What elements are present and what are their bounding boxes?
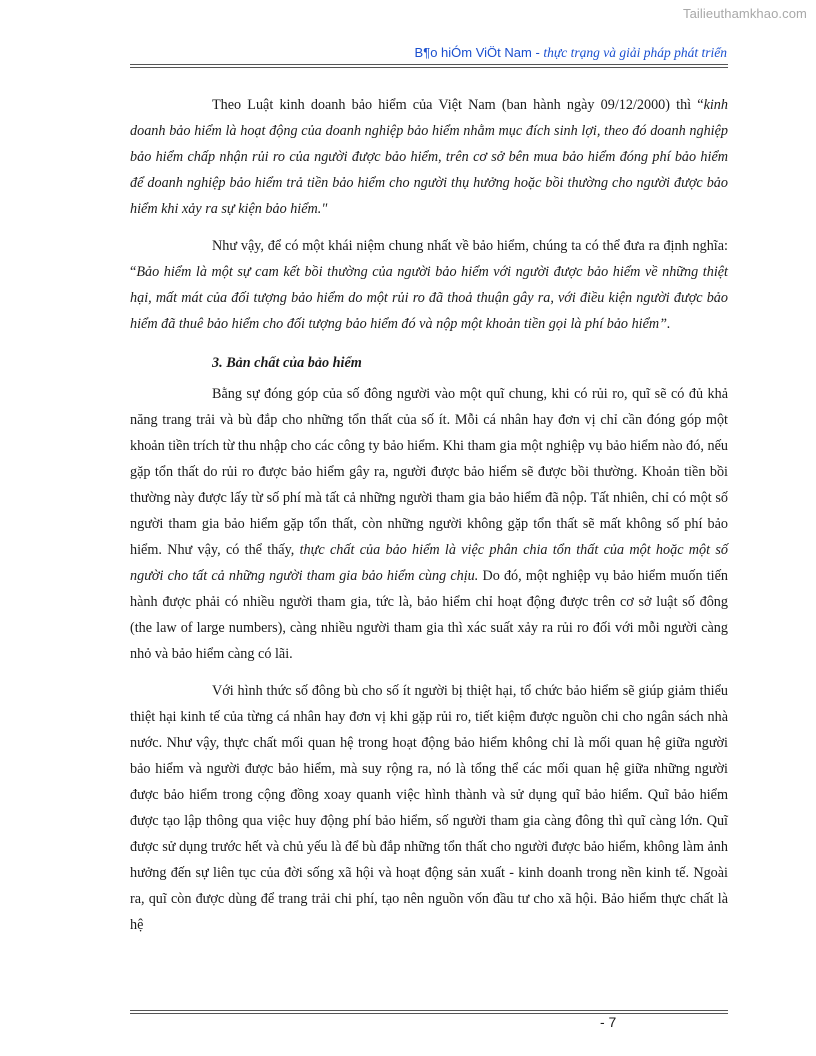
paragraph-text: Do đó, một nghiệp vụ bảo hiểm muốn tiến hành được phải có nhiều người tham gia, tức là, bảo hiểm chỉ hoạt động được trên cơ sở luật số đông (the law of large numbers), càng nhiều người tham gia thì xác suất xảy ra rủi ro đối với mỗi người càng nhỏ và bảo hiểm càng có lãi. xyxy=(130,568,728,662)
section-heading: 3. Bản chất của bảo hiểm xyxy=(212,355,362,371)
page-number: - 7 xyxy=(600,1014,617,1030)
paragraph-definition-general xyxy=(130,233,728,337)
header-subtitle: thực trạng và giải pháp phát triển xyxy=(543,45,727,60)
running-header xyxy=(130,44,727,62)
paragraph-nature xyxy=(130,381,728,667)
definition-quote: Bảo hiểm là một sự cam kết bồi thường của người bảo hiểm với người được bảo hiểm về những thiệt hại, mất mát của đối tượng bảo hiểm do một rủi ro đã thoả thuận gây ra, với điều kiện người được bảo hiểm đã thuê bảo hiểm cho đối tượng bảo hiểm đó và nộp một khoản tiền gọi là phí bảo hiểm”. xyxy=(130,264,728,332)
paragraph-lead: Như vậy, để có một khái niệm chung nhất về bảo hiểm, chúng ta có thể đưa ra định nghĩa: “ xyxy=(130,238,728,280)
page-body xyxy=(130,92,728,938)
paragraph-text: Bằng sự đóng góp của số đông người vào một quĩ chung, khi có rủi ro, quĩ sẽ có đủ khả năng trang trải và bù đắp cho những tổn thất của số ít. Mỗi cá nhân hay đơn vị chỉ cần đóng góp một khoản tiền trích từ thu nhập cho các công ty bảo hiểm. Khi tham gia một nghiệp vụ bảo hiểm nào đó, nếu gặp tổn thất do rủi ro được bảo hiểm gây ra, người được bảo hiểm sẽ được bồi thường. Khoản tiền bồi thường này được lấy từ số phí mà tất cả những người tham gia bảo hiểm đã nộp. Tất nhiên, chỉ có một số người tham gia bảo hiểm gặp tổn thất, còn những người không gặp tổn thất sẽ mất không số phí bảo hiểm. Như vậy, có thể thấy, xyxy=(130,386,728,558)
header-title: B¶o hiÓm ViÖt Nam xyxy=(414,45,532,60)
law-quote: kinh doanh bảo hiểm là hoạt động của doanh nghiệp bảo hiểm nhằm mục đích sinh lợi, theo đó doanh nghiệp bảo hiểm chấp nhận rủi ro của người được bảo hiểm, trên cơ sở bên mua bảo hiểm đóng phí bảo hiểm để doanh nghiệp bảo hiểm trả tiền bảo hiểm cho người thụ hưởng hoặc bồi thường cho người được bảo hiểm khi xảy ra sự kiện bảo hiểm." xyxy=(130,97,728,217)
header-rule xyxy=(130,64,728,68)
paragraph-lead: Theo Luật kinh doanh bảo hiểm của Việt Nam (ban hành ngày 09/12/2000) thì “ xyxy=(212,97,704,113)
paragraph-fund: Với hình thức số đông bù cho số ít người bị thiệt hại, tổ chức bảo hiểm sẽ giúp giảm thiểu thiệt hại kinh tế của từng cá nhân hay đơn vị khi gặp rủi ro, tiết kiệm được nguồn chi cho ngân sách nhà nước. Như vậy, thực chất mối quan hệ trong hoạt động bảo hiểm không chỉ là mối quan hệ giữa người bảo hiểm và người được bảo hiểm, mà suy rộng ra, nó là tổng thể các mối quan hệ giữa những người được bảo hiểm trong cộng đồng xoay quanh việc hình thành và sử dụng quĩ bảo hiểm. Quĩ bảo hiểm được tạo lập thông qua việc huy động phí bảo hiểm, số người tham gia càng đông thì quĩ càng lớn. Quĩ được sử dụng trước hết và chủ yếu là để bù đắp những tổn thất cho người được bảo hiểm, không làm ảnh hưởng đến sự liên tục của đời sống xã hội và hoạt động sản xuất - kinh doanh trong nền kinh tế. Ngoài ra, quĩ còn được dùng để trang trải chi phí, tạo nên nguồn vốn đầu tư cho xã hội. Bảo hiểm thực chất là hệ xyxy=(130,683,728,933)
footer-rule xyxy=(130,1010,728,1014)
watermark: Tailieuthamkhao.com xyxy=(682,6,807,21)
header-separator: - xyxy=(531,45,544,60)
paragraph-definition-law xyxy=(130,92,728,222)
emphasis-text: thực chất của bảo hiểm là việc phân chia tổn thất của một hoặc một số người cho tất cả những người tham gia bảo hiểm cùng chịu. xyxy=(130,542,729,584)
